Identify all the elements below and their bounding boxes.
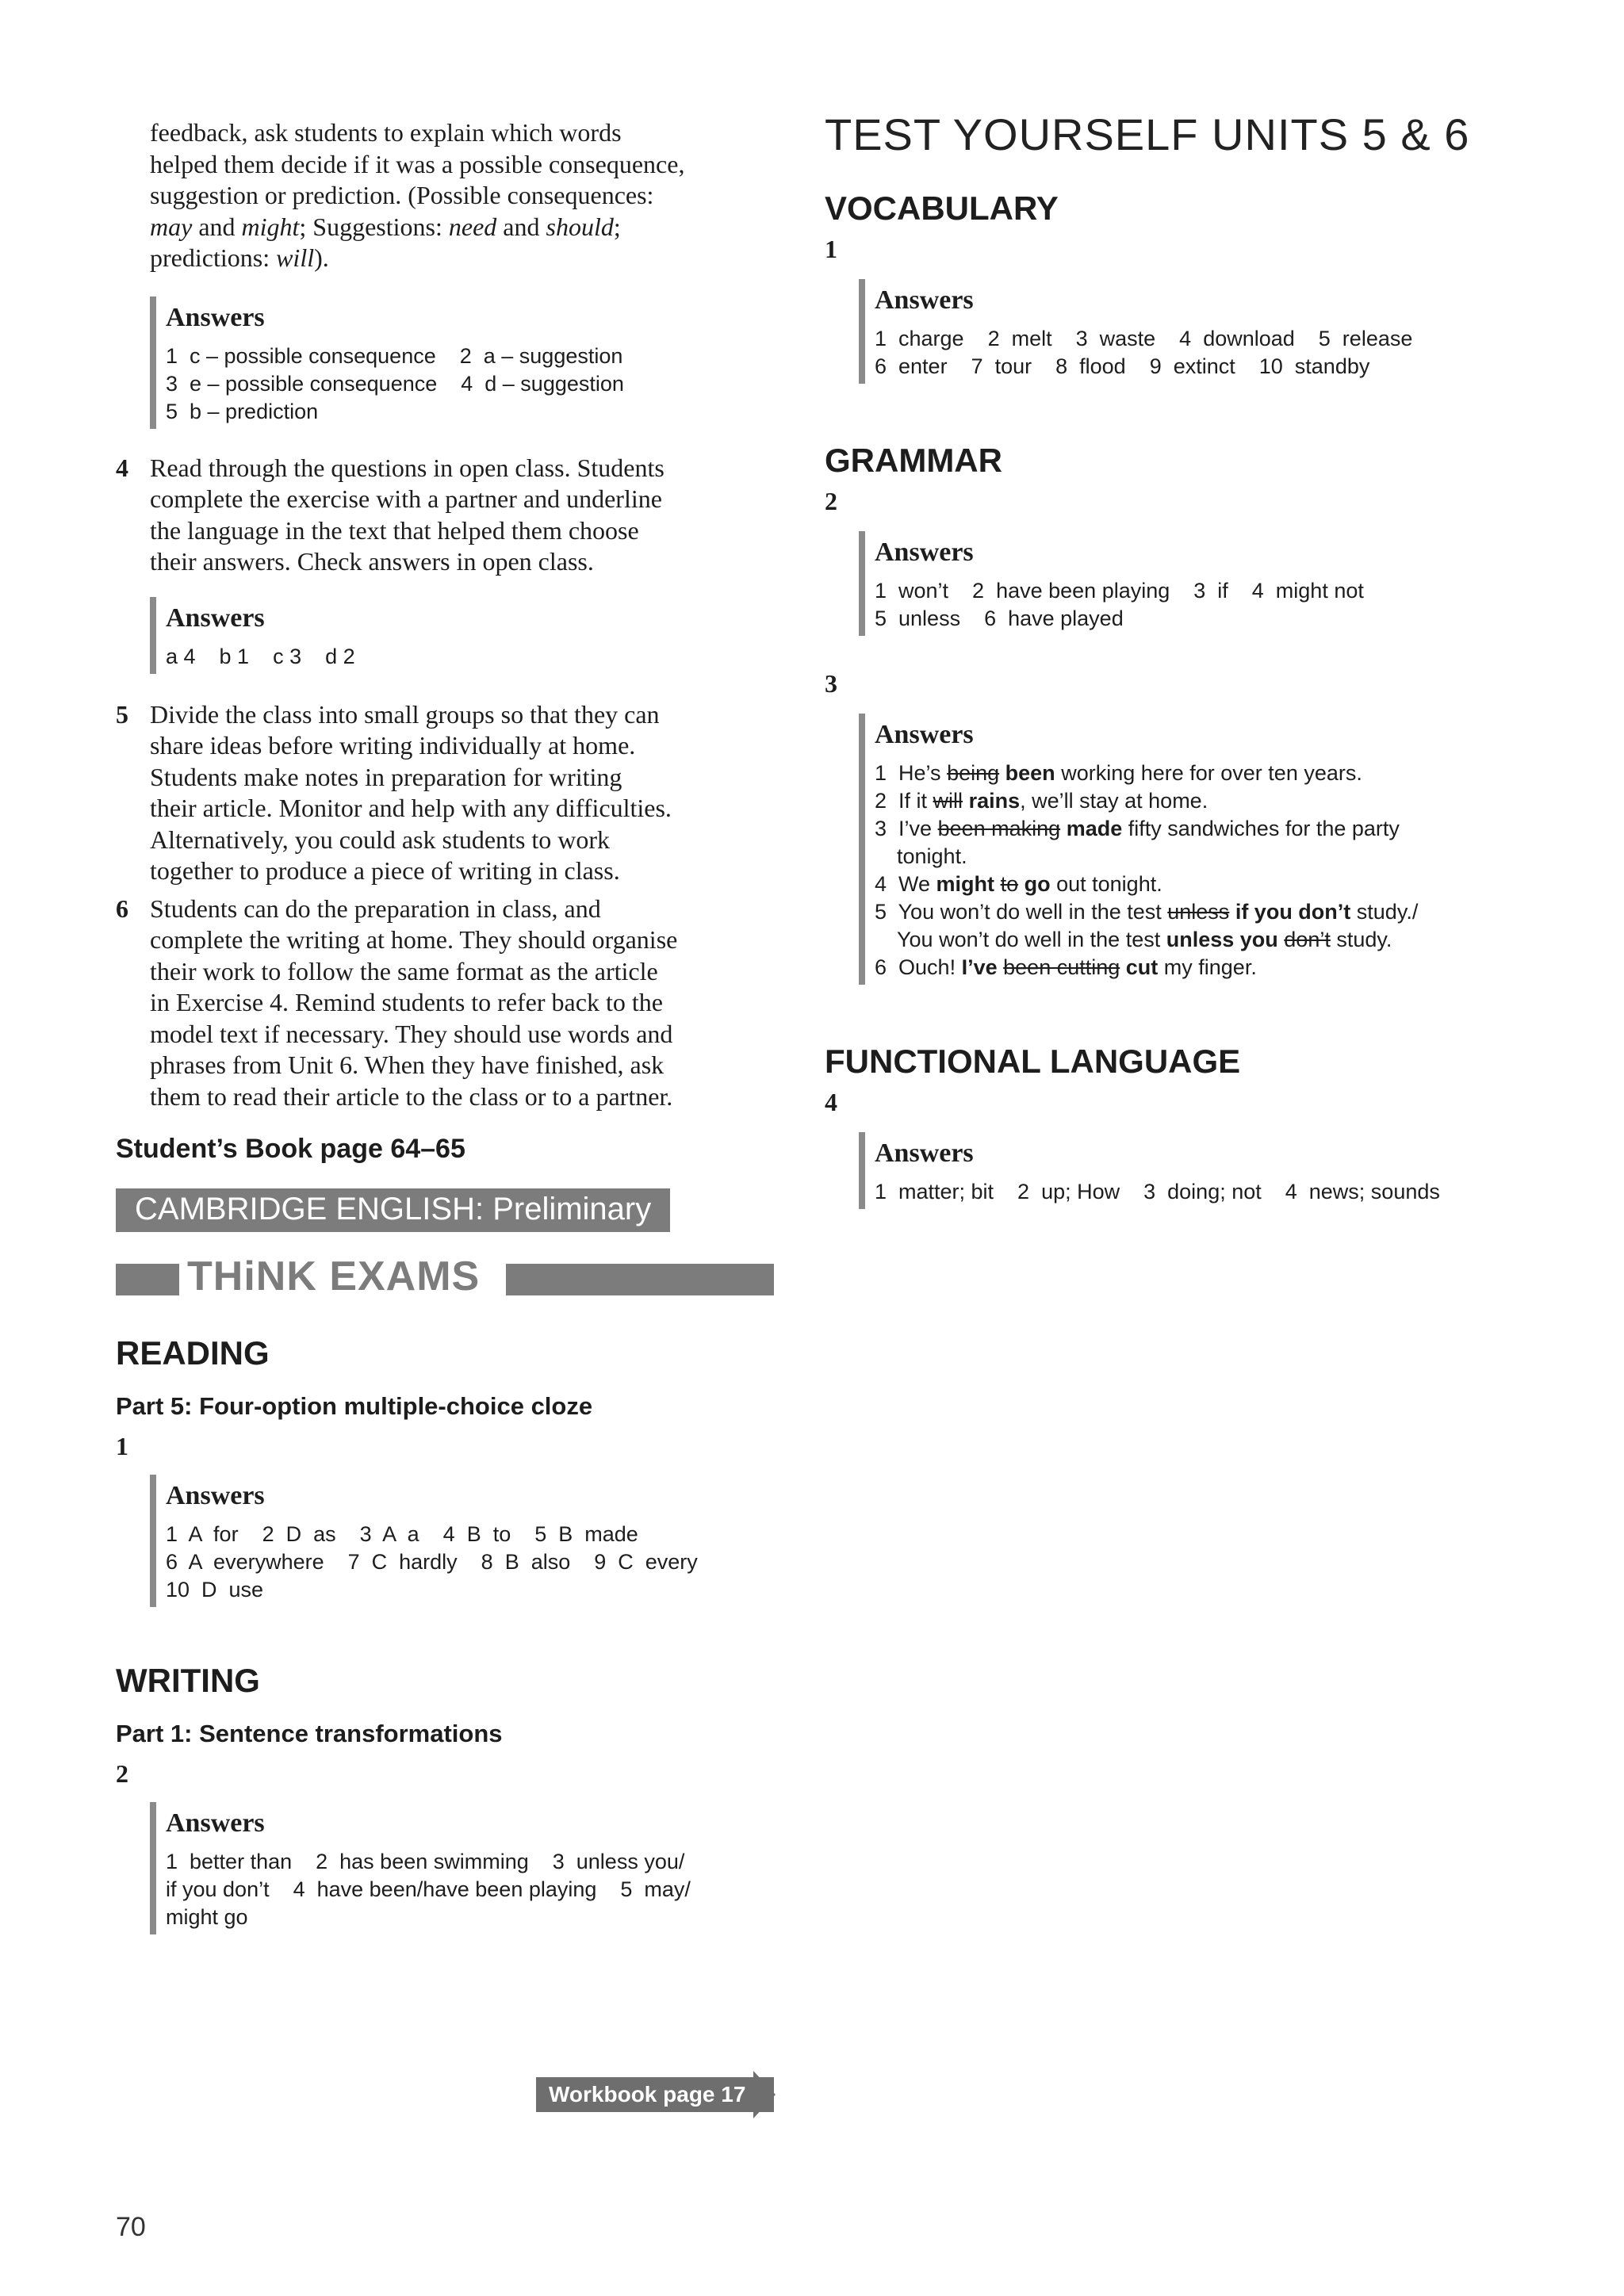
left-column — [116, 117, 774, 1934]
text-run: ; — [613, 212, 621, 241]
answers-box — [859, 279, 1522, 384]
text-run: 4 — [875, 872, 899, 896]
answer-line — [875, 787, 1522, 815]
reading-part-title: Part 5: Four-option multiple-choice cloze — [116, 1392, 593, 1420]
text-run: ). — [314, 243, 329, 272]
bold-word: might — [936, 872, 995, 896]
answer-line — [875, 815, 1522, 843]
answer-line — [875, 954, 1522, 982]
exercise-4 — [116, 453, 774, 578]
intro-line: suggestion or prediction. (Possible consequences: — [150, 181, 654, 209]
exercise-line: their article. Monitor and help with any difficulties. — [150, 794, 672, 822]
answers-heading: Answers — [875, 1138, 974, 1168]
answer-line: might go — [166, 1905, 248, 1929]
text-run — [994, 872, 1001, 896]
writing-heading: WRITING — [116, 1662, 260, 1699]
struck-word: been cutting — [1003, 955, 1120, 979]
exercise-line: complete the writing at home. They should organise — [150, 925, 678, 954]
answers-box — [150, 297, 774, 429]
answers-heading: Answers — [875, 285, 974, 315]
text-run: 3 — [875, 817, 899, 840]
italic-word: will — [276, 243, 315, 272]
exercise-6 — [116, 894, 774, 1113]
intro-paragraph — [116, 117, 774, 274]
text-run — [1120, 955, 1126, 979]
intro-line: feedback, ask students to explain which words — [150, 118, 622, 147]
text-run: my finger. — [1158, 955, 1257, 979]
intro-line: helped them decide if it was a possible consequence, — [150, 149, 685, 178]
exercise-line: them to read their article to the class or to a partner. — [150, 1081, 673, 1111]
struck-word: will — [933, 789, 963, 813]
answer-line: if you don’t 4 have been/have been playing 5 may/ — [166, 1877, 691, 1901]
text-run: ; Suggestions: — [299, 212, 449, 241]
exercise-number: 6 — [116, 894, 128, 923]
answers-heading: Answers — [166, 603, 265, 633]
answers-box — [859, 1132, 1522, 1209]
text-run: 5 — [875, 900, 898, 924]
exercise-5 — [116, 699, 774, 887]
answer-line: 5 b – prediction — [166, 399, 319, 423]
text-run — [998, 955, 1004, 979]
question-number: 1 — [825, 235, 837, 263]
exercise-line: Alternatively, you could ask students to work — [150, 825, 611, 854]
text-run: He’s — [898, 761, 948, 785]
text-run: I’ve — [898, 817, 938, 840]
answers-box — [150, 1475, 774, 1607]
answer-line: 10 D use — [166, 1578, 264, 1601]
bold-word: if you don’t — [1235, 900, 1351, 924]
answers-heading: Answers — [166, 302, 265, 332]
text-run — [999, 761, 1005, 785]
answer-line: 6 A everywhere 7 C hardly 8 B also 9 C every — [166, 1550, 698, 1574]
exercise-line: phrases from Unit 6. When they have finished, ask — [150, 1050, 665, 1079]
answer-line: 5 unless 6 have played — [875, 607, 1124, 630]
question-number: 2 — [116, 1759, 128, 1788]
struck-word: being — [947, 761, 1000, 785]
answers-heading: Answers — [166, 1808, 265, 1838]
exercise-line: Students can do the preparation in class, and — [150, 894, 601, 923]
answer-line: 1 better than 2 has been swimming 3 unless you/ — [166, 1850, 685, 1873]
text-run: 2 — [875, 789, 899, 813]
text-run — [963, 789, 969, 813]
think-bar-right — [506, 1264, 774, 1295]
text-run: You won’t do well in the test — [898, 900, 1168, 924]
exercise-line: their answers. Check answers in open class. — [150, 547, 594, 576]
struck-word: been making — [937, 817, 1061, 840]
workbook-page-tag[interactable]: Workbook page 17 — [536, 2077, 774, 2112]
exercise-line: complete the exercise with a partner and underline — [150, 484, 662, 513]
answer-line: 1 won’t 2 have been playing 3 if 4 might not — [875, 579, 1364, 603]
italic-word: might — [241, 212, 300, 241]
text-run: tonight. — [897, 844, 967, 868]
intro-line — [150, 212, 774, 243]
question-number: 4 — [825, 1088, 837, 1116]
text-run — [1060, 817, 1067, 840]
page-number: 70 — [116, 2212, 146, 2242]
think-exams-logo: THiNK EXAMS — [187, 1253, 481, 1299]
exercise-line: share ideas before writing individually at home. — [150, 731, 636, 760]
exercise-line: Students make notes in preparation for writing — [150, 762, 622, 791]
answer-line — [875, 843, 1522, 871]
bold-word: unless you — [1166, 928, 1278, 951]
italic-word: should — [546, 212, 614, 241]
text-run: 6 — [875, 955, 899, 979]
answer-line: 1 A for 2 D as 3 A a 4 B to 5 B made — [166, 1522, 638, 1546]
text-run: out tonight. — [1050, 872, 1162, 896]
cambridge-banner: CAMBRIDGE ENGLISH: Preliminary — [116, 1188, 670, 1232]
exercise-line: model text if necessary. They should use words and — [150, 1019, 673, 1048]
text-run: fifty sandwiches for the party — [1122, 817, 1400, 840]
page-title: TEST YOURSELF UNITS 5 & 6 — [825, 109, 1470, 159]
text-run: 1 — [875, 761, 899, 785]
answer-line — [875, 898, 1522, 926]
think-exams-bar — [116, 1253, 774, 1299]
italic-word: need — [448, 212, 497, 241]
grammar-heading: GRAMMAR — [825, 442, 1002, 479]
text-run: , we’ll stay at home. — [1020, 789, 1208, 813]
text-run: Ouch! — [898, 955, 962, 979]
text-run: and — [496, 212, 546, 241]
answer-line — [875, 871, 1522, 898]
text-run: We — [898, 872, 936, 896]
exercise-line: in Exercise 4. Remind students to refer back to the — [150, 988, 663, 1016]
answers-heading: Answers — [875, 538, 974, 567]
line-continuation — [875, 928, 1392, 951]
text-run: and — [192, 212, 242, 241]
exercise-line: together to produce a piece of writing in class. — [150, 856, 620, 885]
struck-word: to — [1000, 872, 1019, 896]
exercise-number: 5 — [116, 699, 128, 729]
bold-word: rains — [968, 789, 1021, 813]
exercise-line: the language in the text that helped them choose — [150, 515, 639, 545]
answer-line — [875, 926, 1522, 954]
answer-line: 1 matter; bit 2 up; How 3 doing; not 4 news; sounds — [875, 1180, 1440, 1203]
exercise-line: Divide the class into small groups so that they can — [150, 699, 660, 729]
answer-line: 1 c – possible consequence 2 a – suggestion — [166, 343, 623, 368]
think-bar-left — [116, 1264, 179, 1295]
answers-heading: Answers — [166, 1481, 265, 1510]
italic-word: may — [150, 212, 193, 241]
answers-heading: Answers — [875, 720, 974, 749]
text-run — [1229, 900, 1235, 924]
bold-word: been — [1005, 761, 1055, 785]
answer-line: a 4 b 1 c 3 d 2 — [166, 644, 355, 668]
arrow-right-icon — [753, 2071, 776, 2118]
struck-word: don’t — [1284, 928, 1331, 951]
question-number: 3 — [825, 669, 837, 698]
question-number: 2 — [825, 487, 837, 515]
question-number: 1 — [116, 1432, 128, 1460]
bold-word: cut — [1125, 955, 1159, 979]
text-run: working here for over ten years. — [1055, 761, 1362, 785]
text-run: If it — [898, 789, 933, 813]
bold-word: I’ve — [961, 955, 998, 979]
text-run — [1018, 872, 1025, 896]
answer-line — [875, 760, 1522, 787]
text-run: study. — [1330, 928, 1392, 951]
intro-line — [150, 243, 774, 274]
answer-line: 1 charge 2 melt 3 waste 4 download 5 release — [875, 327, 1413, 350]
text-run: study./ — [1350, 900, 1419, 924]
cambridge-banner-row — [116, 1188, 774, 1232]
answers-box — [150, 597, 774, 674]
answer-line: 6 enter 7 tour 8 flood 9 extinct 10 standby — [875, 354, 1370, 378]
text-run: You won’t do well in the test — [897, 928, 1166, 951]
functional-language-heading: FUNCTIONAL LANGUAGE — [825, 1043, 1241, 1080]
bold-word: go — [1024, 872, 1051, 896]
vocabulary-heading: VOCABULARY — [825, 189, 1059, 227]
bold-word: made — [1066, 817, 1123, 840]
exercise-line: Read through the questions in open class. Students — [150, 453, 665, 482]
answer-line: 3 e – possible consequence 4 d – suggestion — [166, 371, 624, 396]
right-column — [825, 103, 1522, 1209]
exercise-number: 4 — [116, 453, 128, 482]
struck-word: unless — [1167, 900, 1230, 924]
reading-heading: READING — [116, 1334, 270, 1372]
answers-box — [859, 714, 1522, 985]
students-book-page: Student’s Book page 64–65 — [116, 1134, 465, 1164]
exercise-line: their work to follow the same format as the article — [150, 956, 658, 985]
answers-box — [859, 531, 1522, 636]
writing-part-title: Part 1: Sentence transformations — [116, 1720, 503, 1747]
text-run: predictions: — [150, 243, 277, 272]
answers-box — [150, 1802, 774, 1934]
